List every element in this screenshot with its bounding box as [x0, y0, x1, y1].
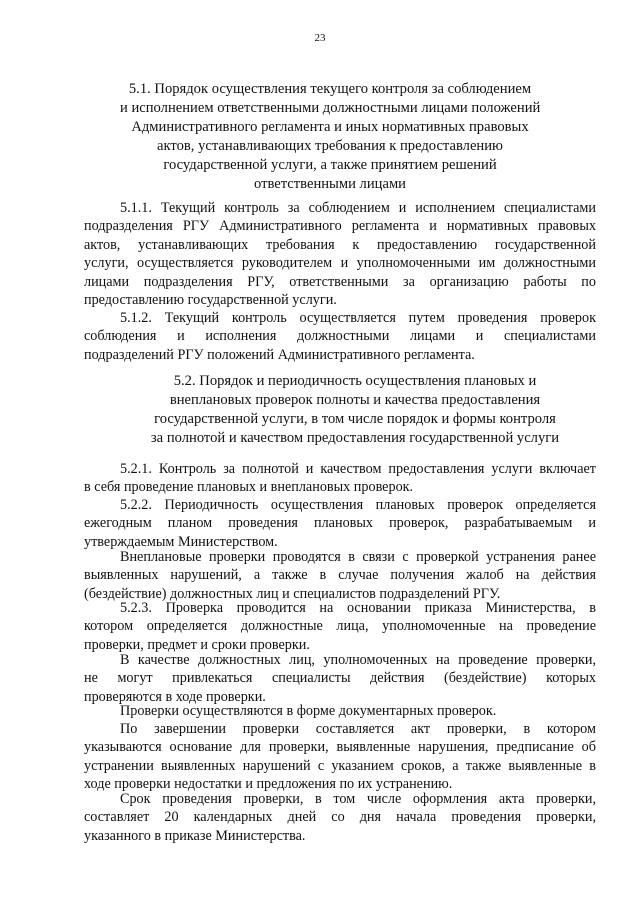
paragraph-line: Срок проведения проверки, в том числе оформления акта проверки, — [120, 791, 596, 807]
paragraph-line: (бездействие) должностных лиц и специалистов подразделений РГУ. — [84, 585, 501, 602]
heading-line: ответственными лицами — [253, 176, 406, 192]
heading-line: актов, устанавливающих требования к предоставлению — [157, 138, 503, 154]
paragraph-line: соблюдения и исполнения должностными лицами и специалистами — [84, 328, 596, 345]
heading-line: 5.1. Порядок осуществления текущего контроля за соблюдением — [128, 81, 532, 97]
paragraph-5-2-2 — [84, 496, 596, 551]
paragraph-line: указанного в приказе Министерства. — [84, 827, 306, 844]
paragraph-line: подразделения РГУ Административного регламента и нормативных правовых — [84, 218, 596, 235]
paragraph-line: не могут привлекаться специалисты действия (бездействие) которых — [84, 670, 596, 687]
heading-line: Административного регламента и иных нормативных правовых — [131, 119, 529, 135]
paragraph-line: составляет 20 календарных дней со дня начала проведения проверки, — [84, 809, 596, 826]
heading-line: 5.2. Порядок и периодичность осуществления плановых и — [173, 373, 537, 389]
heading-line: за полнотой и качеством предоставления государственной услуги — [150, 430, 560, 446]
paragraph-unscheduled-inspections — [84, 548, 596, 603]
paragraph-inspection-term — [84, 790, 596, 845]
paragraph-line: лицами подразделения РГУ, ответственными за организацию работы по — [84, 273, 596, 290]
paragraph-line: 5.1.2. Текущий контроль осуществляется путем проведения проверок — [120, 310, 596, 326]
paragraph-5-2-1 — [84, 460, 596, 497]
paragraph-line: утверждаемым Министерством. — [84, 533, 278, 550]
paragraph-line: котором определяется должностные лица, уполномоченные на проведение — [84, 618, 596, 635]
paragraph-line: указываются основание для проверки, выявленные нарушения, предписание об — [84, 739, 596, 756]
paragraph-line: По завершении проверки составляется акт проверки, в котором — [120, 721, 596, 737]
heading-line: и исполнением ответственными должностными лицами положений — [120, 100, 541, 116]
paragraph-line: 5.2.2. Периодичность осуществления плановых проверок определяется — [120, 497, 596, 513]
paragraph-5-1-2 — [84, 309, 596, 364]
page-number: 23 — [314, 32, 326, 44]
paragraph-line: ежегодным планом проведения плановых проверок, разрабатываемым и — [84, 515, 596, 532]
paragraph-5-1-1 — [84, 199, 596, 309]
paragraph-documentary-inspections — [84, 702, 596, 720]
section-heading-5-2 — [130, 372, 580, 448]
paragraph-line: проверки, предмет и сроки проверки. — [84, 636, 310, 653]
paragraph-line: выявленных нарушений, а также в случае получения жалоб на действия — [84, 567, 596, 584]
section-heading-5-1 — [120, 80, 540, 194]
paragraph-line: 5.2.3. Проверка проводится на основании приказа Министерства, в — [120, 600, 596, 616]
paragraph-line: услуги, осуществляется руководителем и уполномоченными им должностными — [84, 255, 596, 272]
paragraph-line: актов, устанавливающих требования к предоставлению государственной — [84, 236, 596, 253]
paragraph-line: ходе проверки недостатки и предложения по их устранению. — [84, 776, 453, 793]
paragraph-line: устранении выявленных нарушений с указанием сроков, а также выявленные в — [84, 757, 596, 774]
paragraph-line: 5.1.1. Текущий контроль за соблюдением и исполнением специалистами — [120, 200, 596, 216]
heading-line: государственной услуги, а также принятием решений — [163, 157, 497, 173]
paragraph-line: предоставлению государственной услуги. — [84, 292, 337, 309]
paragraph-officials — [84, 651, 596, 706]
paragraph-line: подразделений РГУ положений Административного регламента. — [84, 346, 475, 363]
paragraph-line: в себя проведение плановых и внеплановых проверок. — [84, 479, 414, 496]
paragraph-inspection-act — [84, 720, 596, 794]
paragraph-line: В качестве должностных лиц, уполномоченных на проведение проверки, — [120, 652, 596, 668]
heading-line: государственной услуги, в том числе порядок и формы контроля — [154, 411, 556, 427]
paragraph-line: 5.2.1. Контроль за полнотой и качеством предоставления услуги включает — [120, 461, 596, 477]
paragraph-line: Внеплановые проверки проводятся в связи с проверкой устранения ранее — [120, 549, 596, 565]
paragraph-line: проверяются в ходе проверки. — [84, 688, 266, 705]
paragraph-line: Проверки осуществляются в форме документарных проверок. — [120, 703, 497, 719]
paragraph-5-2-3 — [84, 599, 596, 654]
heading-line: внеплановых проверок полноты и качества предоставления — [169, 392, 541, 408]
